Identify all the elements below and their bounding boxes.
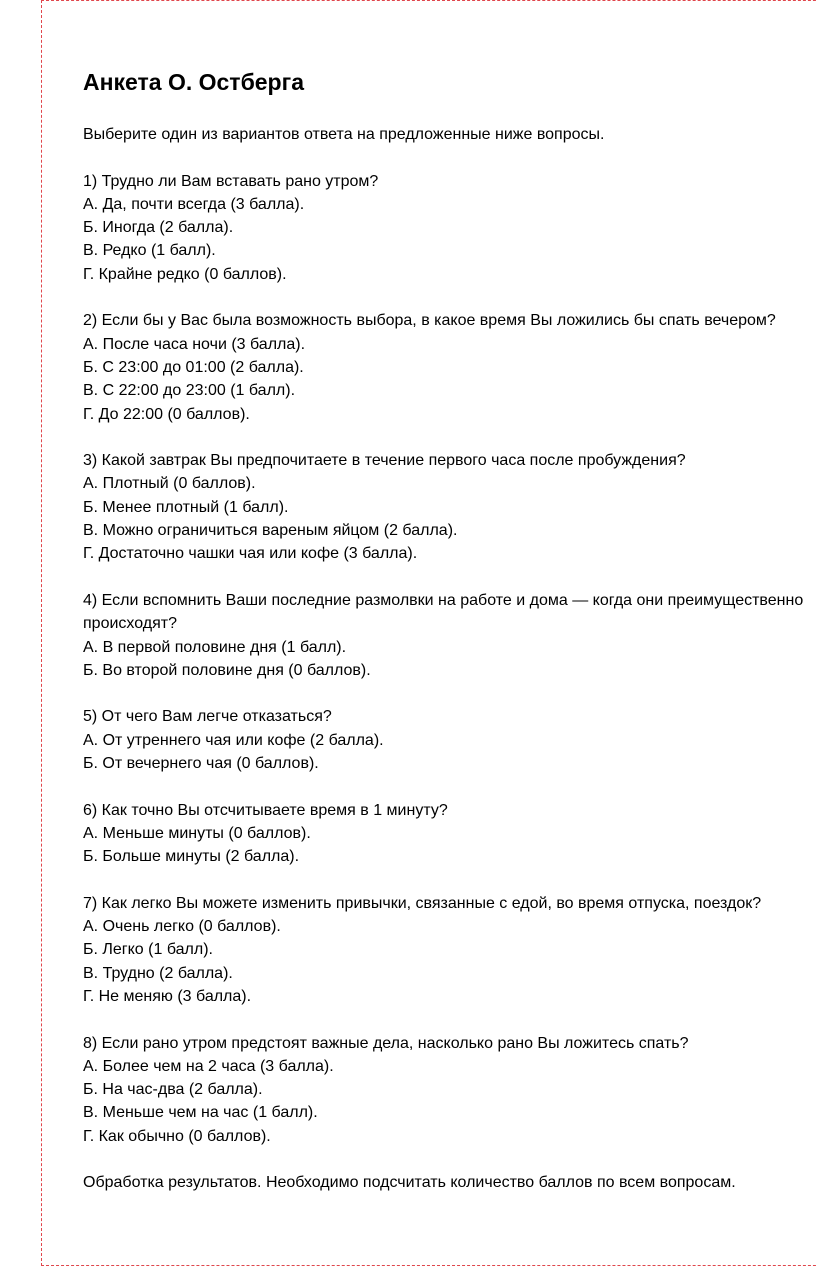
question-text: 1) Трудно ли Вам вставать рано утром? bbox=[83, 172, 379, 190]
results-note: Обработка результатов. Необходимо подсчитать количество баллов по всем вопросам. bbox=[83, 1174, 736, 1192]
answer-option: А. Очень легко (0 баллов). bbox=[83, 918, 281, 936]
answer-option: А. От утреннего чая или кофе (2 балла). bbox=[83, 731, 384, 749]
answer-option: Б. Менее плотный (1 балл). bbox=[83, 498, 289, 516]
answer-option: А. Да, почти всегда (3 балла). bbox=[83, 195, 305, 213]
question-block bbox=[83, 892, 808, 1008]
answer-option: Б. С 23:00 до 01:00 (2 балла). bbox=[83, 358, 304, 376]
question-text: 8) Если рано утром предстоят важные дела, насколько рано Вы ложитесь спать? bbox=[83, 1034, 689, 1052]
answer-option: Г. Достаточно чашки чая или кофе (3 балла). bbox=[83, 545, 418, 563]
question-block bbox=[83, 449, 808, 565]
question-block bbox=[83, 309, 808, 425]
answer-option: В. Можно ограничиться вареным яйцом (2 балла). bbox=[83, 522, 458, 540]
question-block bbox=[83, 589, 808, 682]
question-block bbox=[83, 799, 808, 869]
answer-option: А. Более чем на 2 часа (3 балла). bbox=[83, 1057, 334, 1075]
question-text: 6) Как точно Вы отсчитываете время в 1 минуту? bbox=[83, 801, 448, 819]
document-title: Анкета О. Остберга bbox=[83, 69, 304, 95]
question-text: 3) Какой завтрак Вы предпочитаете в течение первого часа после пробуждения? bbox=[83, 452, 686, 470]
answer-option: В. Меньше чем на час (1 балл). bbox=[83, 1104, 318, 1122]
answer-option: Г. До 22:00 (0 баллов). bbox=[83, 405, 250, 423]
answer-option: А. В первой половине дня (1 балл). bbox=[83, 638, 347, 656]
question-block bbox=[83, 705, 808, 775]
answer-option: А. Меньше минуты (0 баллов). bbox=[83, 824, 311, 842]
answer-option: А. Плотный (0 баллов). bbox=[83, 475, 256, 493]
document-content bbox=[83, 68, 808, 1211]
question-block bbox=[83, 1032, 808, 1148]
answer-option: Б. Во второй половине дня (0 баллов). bbox=[83, 661, 371, 679]
answer-option: В. Редко (1 балл). bbox=[83, 242, 216, 260]
question-text: 2) Если бы у Вас была возможность выбора, в какое время Вы ложились бы спать вечером? bbox=[83, 312, 776, 330]
question-text: 7) Как легко Вы можете изменить привычки, связанные с едой, во время отпуска, поездок? bbox=[83, 894, 762, 912]
answer-option: Б. Иногда (2 балла). bbox=[83, 219, 234, 237]
question-block bbox=[83, 170, 808, 286]
answer-option: Б. На час-два (2 балла). bbox=[83, 1081, 263, 1099]
document-intro: Выберите один из вариантов ответа на предложенные ниже вопросы. bbox=[83, 126, 605, 143]
question-text: 4) Если вспомнить Ваши последние размолвки на работе и дома — когда они преимущественно происходят? bbox=[83, 591, 804, 633]
answer-option: Г. Не меняю (3 балла). bbox=[83, 987, 252, 1005]
answer-option: Б. Легко (1 балл). bbox=[83, 941, 213, 959]
questions-list bbox=[83, 170, 808, 1148]
answer-option: В. С 22:00 до 23:00 (1 балл). bbox=[83, 382, 296, 400]
answer-option: Б. От вечернего чая (0 баллов). bbox=[83, 755, 319, 773]
answer-option: А. После часа ночи (3 балла). bbox=[83, 335, 306, 353]
question-text: 5) От чего Вам легче отказаться? bbox=[83, 708, 332, 726]
answer-option: Б. Больше минуты (2 балла). bbox=[83, 848, 300, 866]
answer-option: В. Трудно (2 балла). bbox=[83, 964, 233, 982]
answer-option: Г. Крайне редко (0 баллов). bbox=[83, 265, 287, 283]
answer-option: Г. Как обычно (0 баллов). bbox=[83, 1127, 271, 1145]
